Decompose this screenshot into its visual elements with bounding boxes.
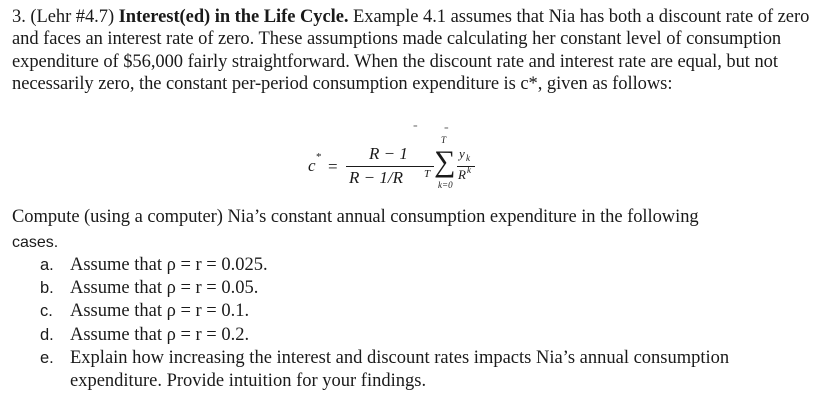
formula-equals: = bbox=[328, 157, 338, 176]
compute-instruction: Compute (using a computer) Nia’s constant annual consumption expenditure in the following bbox=[12, 207, 699, 227]
sum-sigma: ∑ bbox=[434, 145, 456, 178]
list-marker: b. bbox=[40, 279, 54, 298]
list-item-text: Assume that ρ = r = 0.1. bbox=[70, 301, 250, 322]
list-item-text: Assume that ρ = r = 0.05. bbox=[70, 278, 259, 299]
sum-upper-limit: T bbox=[441, 135, 447, 145]
sum-lower-limit: k=0 bbox=[438, 180, 453, 190]
artifact-dash: - bbox=[413, 118, 418, 133]
list-item bbox=[40, 347, 810, 393]
list-item bbox=[40, 277, 810, 300]
list-marker: c. bbox=[40, 302, 53, 321]
problem-source: (Lehr #4.7) bbox=[30, 7, 115, 27]
list-marker: e. bbox=[40, 348, 54, 367]
sum-numerator-sub: k bbox=[466, 153, 470, 163]
sum-den-exponent: k bbox=[467, 165, 471, 175]
problem-number: 3. bbox=[12, 7, 26, 27]
list-item bbox=[40, 324, 810, 347]
list-item-text: Explain how increasing the interest and discount rates impacts Nia’s annual consumption expenditure. Provide intuition for your findings. bbox=[70, 347, 730, 392]
problem-document bbox=[12, 6, 812, 392]
problem-statement bbox=[12, 6, 812, 96]
formula-lhs: c bbox=[308, 156, 316, 175]
formula-denominator: R − 1/R bbox=[349, 168, 403, 187]
list-item-text: Assume that ρ = r = 0.2. bbox=[70, 324, 250, 345]
problem-title: Interest(ed) in the Life Cycle. bbox=[118, 7, 349, 27]
formula-den-exponent: T bbox=[424, 168, 431, 180]
list-marker: d. bbox=[40, 325, 54, 344]
list-item bbox=[40, 300, 810, 323]
fraction-bar bbox=[346, 166, 434, 167]
problem-intro: Example 4.1 assumes that Nia has both a discount rate of zero and faces an interest rate of zero. These assumptions made calculating her constant level of consumption expenditure of $56,000 fairly straightforward. When the discount rate and interest rate are equal, but not necessarily zero, the constant per-period consumption expenditure is c*, given as follows: bbox=[12, 7, 810, 95]
list-marker: a. bbox=[40, 256, 54, 274]
sum-denominator: R bbox=[458, 167, 466, 182]
formula-star: * bbox=[316, 151, 322, 163]
sum-numerator: y bbox=[459, 146, 465, 161]
list-item bbox=[40, 254, 810, 277]
list-item-text: Assume that ρ = r = 0.025. bbox=[70, 255, 268, 275]
artifact-dash: - bbox=[444, 120, 449, 135]
cases-label: cases. bbox=[12, 234, 59, 251]
formula-numerator: R − 1 bbox=[369, 144, 408, 163]
sub-question-list bbox=[40, 254, 810, 393]
